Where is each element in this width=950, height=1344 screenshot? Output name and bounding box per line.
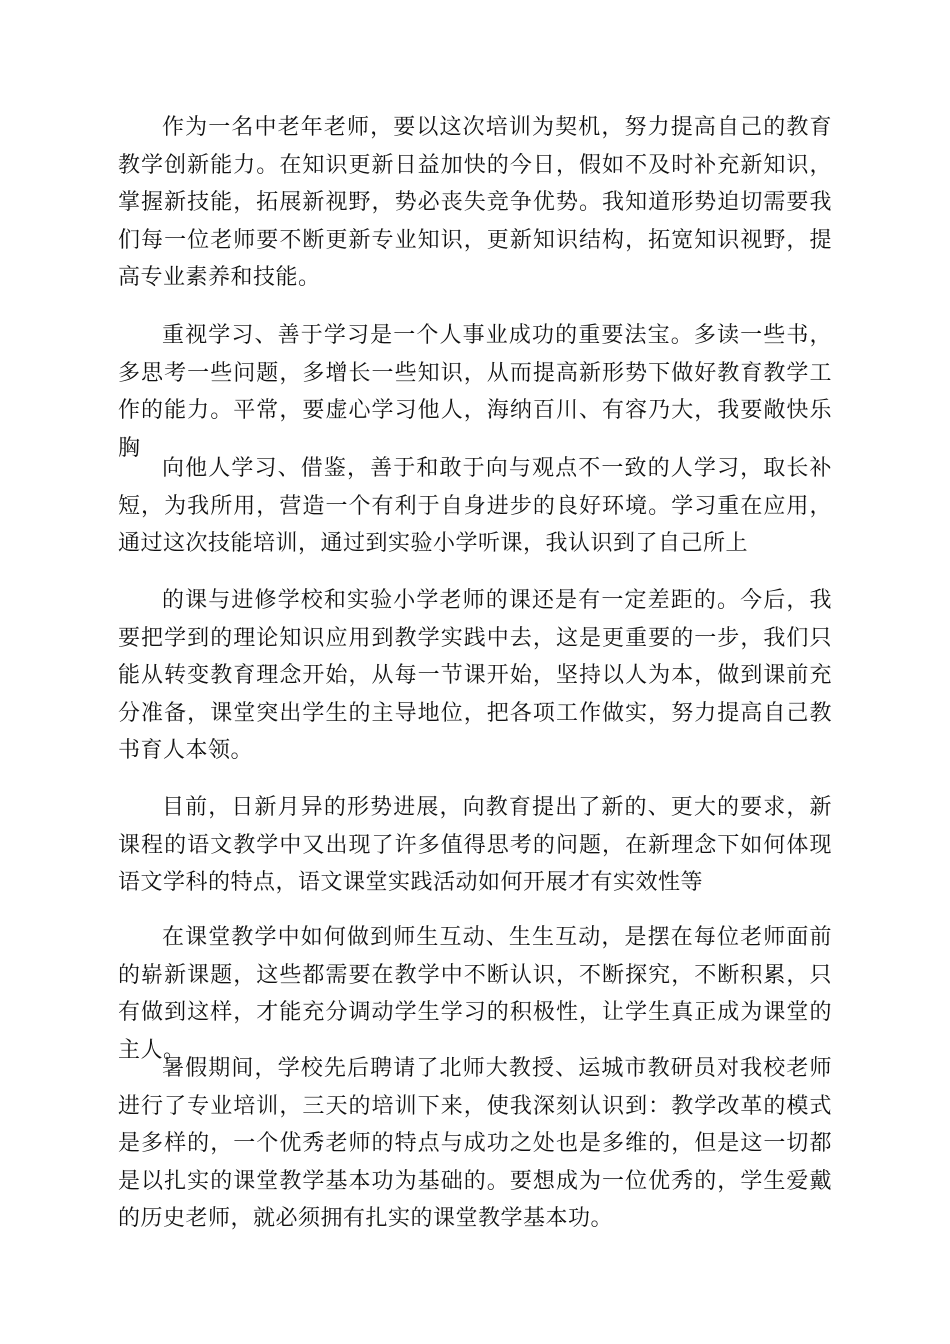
paragraph-7: 暑假期间，学校先后聘请了北师大教授、运城市教研员对我校老师进行了专业培训，三天的培训下来，使我深刻认识到：教学改革的模式是多样的，一个优秀老师的特点与成功之处也是多维的，但是这一切都是以扎实的课堂教学基本功为基础的。要想成为一位优秀的，学生爱戴的历史老师，就必须拥有扎实的课堂教学基本功。: [118, 1056, 832, 1231]
paragraph-4: 的课与进修学校和实验小学老师的课还是有一定差距的。今后，我要把学到的理论知识应用到教学实践中去，这是更重要的一步，我们只能从转变教育理念开始，从每一节课开始，坚持以人为本，做到课前充分准备，课堂突出学生的主导地位，把各项工作做实，努力提高自己教书育人本领。: [118, 588, 832, 763]
paragraph-6: 在课堂教学中如何做到师生互动、生生互动，是摆在每位老师面前的崭新课题，这些都需要在教学中不断认识，不断探究，不断积累，只有做到这样，才能充分调动学生学习的积极性，让学生真正成为课堂的主人。: [118, 925, 832, 1063]
paragraph-5: 目前，日新月异的形势进展，向教育提出了新的、更大的要求，新课程的语文教学中又出现了许多值得思考的问题，在新理念下如何体现语文学科的特点，语文课堂实践活动如何开展才有实效性等: [118, 795, 832, 895]
paragraph-2: 重视学习、善于学习是一个人事业成功的重要法宝。多读一些书，多思考一些问题，多增长一些知识，从而提高新形势下做好教育教学工作的能力。平常，要虚心学习他人，海纳百川、有容乃大，我要敞快乐胸: [118, 323, 832, 461]
paragraph-3: 向他人学习、借鉴，善于和敢于向与观点不一致的人学习，取长补短，为我所用，营造一个有利于自身进步的良好环境。学习重在应用，通过这次技能培训，通过到实验小学听课，我认识到了自己所上: [118, 456, 832, 556]
paragraph-1: 作为一名中老年老师，要以这次培训为契机，努力提高自己的教育教学创新能力。在知识更新日益加快的今日，假如不及时补充新知识，掌握新技能，拓展新视野，势必丧失竞争优势。我知道形势迫切需要我们每一位老师要不断更新专业知识，更新知识结构，拓宽知识视野，提高专业素养和技能。: [118, 115, 832, 290]
